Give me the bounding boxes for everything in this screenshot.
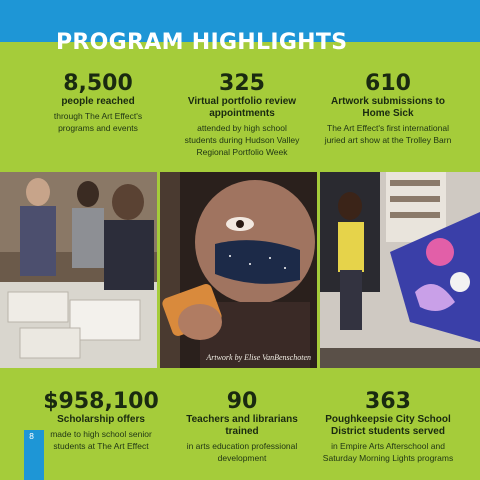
stat-number: 363 (365, 389, 411, 414)
stat-students-served (316, 390, 460, 464)
stat-teachers-trained (174, 390, 310, 464)
stat-description: in arts education professional development (186, 441, 298, 463)
stat-number: 90 (226, 389, 258, 414)
page-title: PROGRAM HIGHLIGHTS (56, 30, 348, 55)
mural-illustration (320, 172, 480, 368)
photo-artwork-painting (160, 172, 317, 368)
stat-heading: Scholarship offers (57, 414, 145, 425)
stat-number: 325 (219, 71, 265, 96)
stat-artwork-submissions (322, 72, 454, 146)
stat-description: made to high school senior students at The Art Effect (50, 429, 152, 451)
stat-heading: Teachers and librarians trained (186, 414, 298, 437)
stat-description: through The Art Effect's programs and events (53, 111, 143, 133)
stat-heading: Virtual portfolio review appointments (187, 96, 297, 119)
artwork-credit: Artwork by Elise VanBenschoten (206, 353, 311, 362)
stat-number: $958,100 (43, 389, 159, 414)
stat-heading: Poughkeepsie City School District students served (325, 414, 451, 437)
stat-heading: Artwork submissions to Home Sick (331, 96, 445, 119)
stat-number: 610 (365, 71, 411, 96)
stat-scholarship (38, 390, 164, 452)
stat-portfolio-review (182, 72, 302, 158)
photo-students-at-table (0, 172, 157, 368)
photo-student-with-mural (320, 172, 480, 368)
stat-heading: people reached (61, 96, 135, 107)
page-number: 8 (29, 432, 35, 441)
artwork-illustration (160, 172, 317, 368)
stat-description: in Empire Arts Afterschool and Saturday Morning Lights programs (322, 441, 454, 463)
stat-number: 8,500 (63, 71, 133, 96)
photo-students-illustration (0, 172, 157, 368)
stat-people-reached (38, 72, 158, 134)
stat-description: The Art Effect's first international juried art show at the Trolley Barn (324, 123, 452, 145)
stat-description: attended by high school students during Hudson Valley Regional Portfolio Week (184, 123, 300, 157)
